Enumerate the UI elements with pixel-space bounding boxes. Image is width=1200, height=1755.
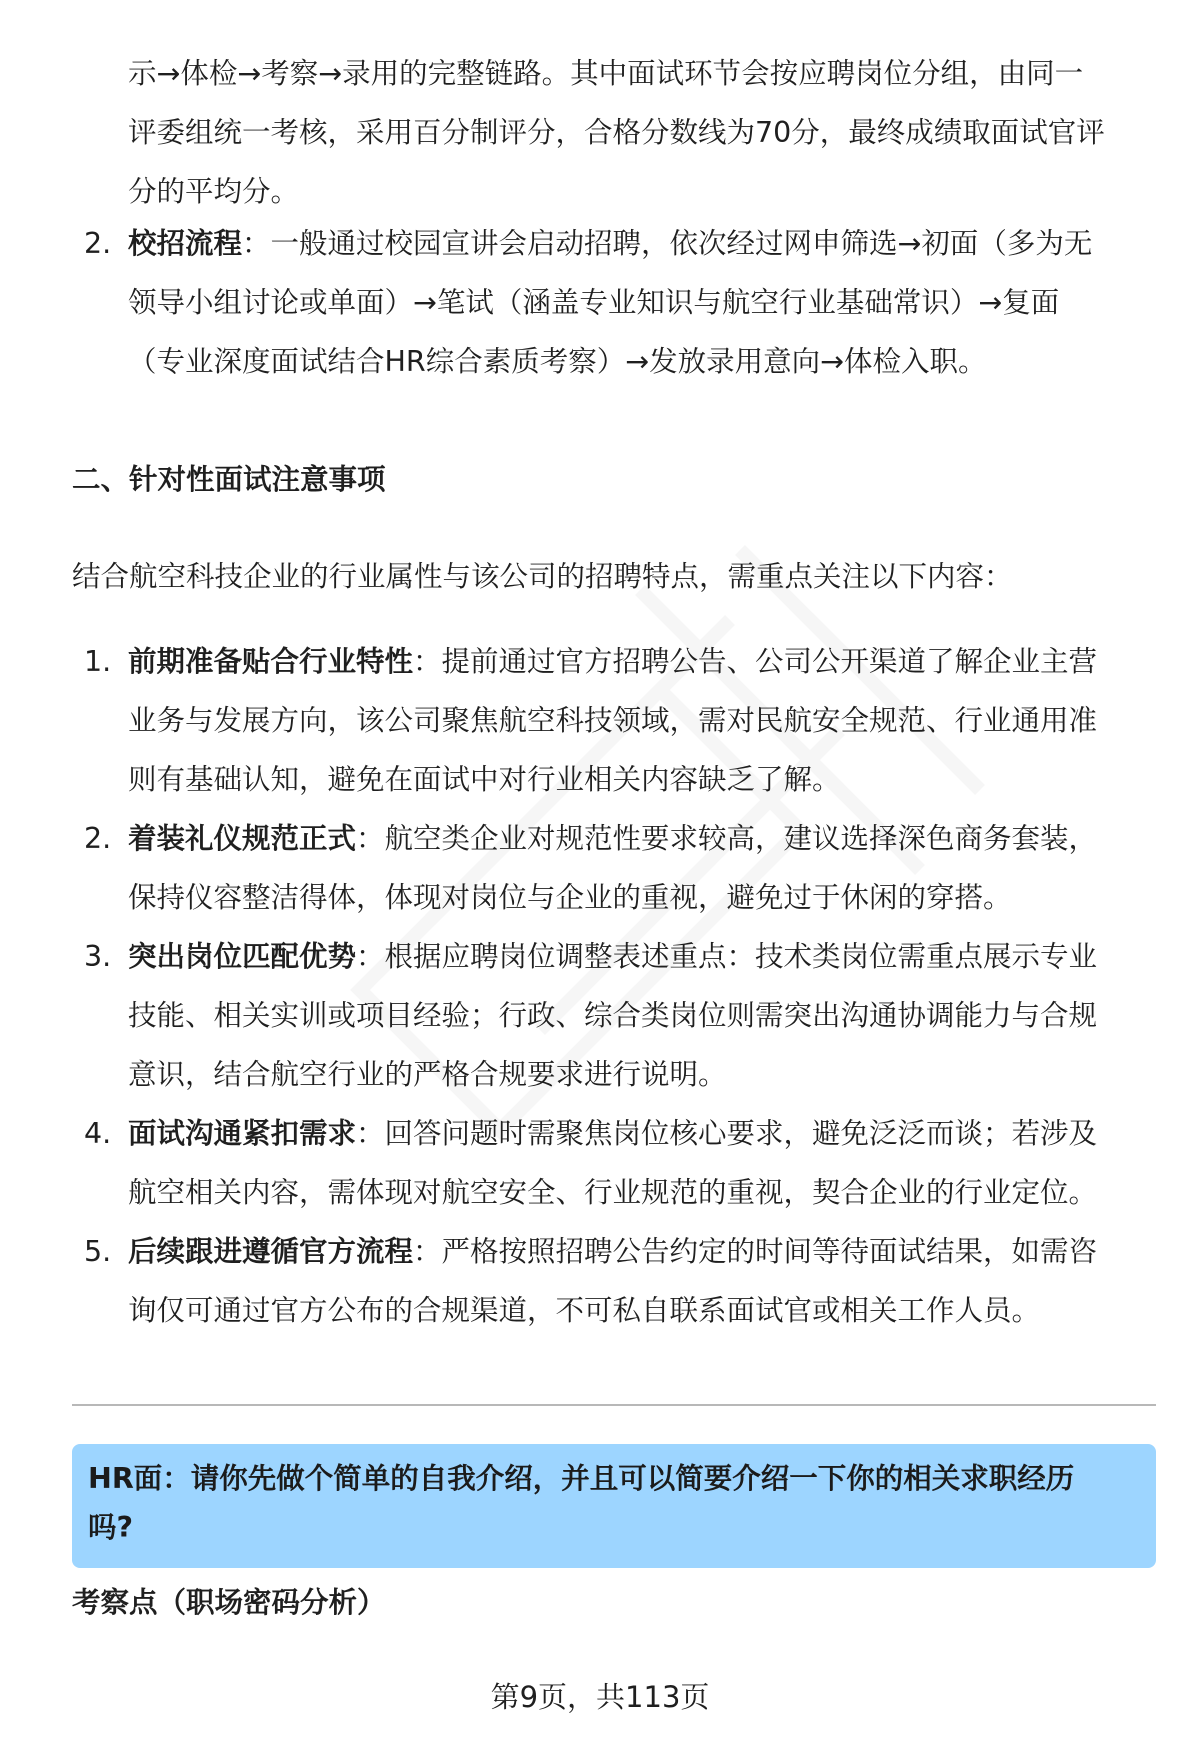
text-line: 严格按照招聘公告约定的时间等待面试结果，如需咨	[441, 1235, 1098, 1268]
list-term: 突出岗位匹配优势	[128, 940, 357, 973]
text-line: 领导小组讨论或单面）→笔试（涵盖专业知识与航空行业基础常识）→复面	[128, 286, 1060, 319]
list-number: 4.	[84, 1117, 112, 1150]
list-separator: ：	[356, 1117, 385, 1150]
list-separator: ：	[413, 645, 442, 678]
text-line: 评委组统一考核，采用百分制评分，合格分数线为70分，最终成绩取面试官评	[128, 116, 1105, 149]
list-separator: ：	[356, 940, 385, 973]
list-separator: ：	[356, 822, 385, 855]
text-line: 根据应聘岗位调整表述重点：技术类岗位需重点展示专业	[384, 940, 1098, 973]
text-line: 则有基础认知，避免在面试中对行业相关内容缺乏了解。	[128, 763, 841, 796]
text-line: （专业深度面试结合HR综合素质考察）→发放录用意向→体检入职。	[128, 345, 987, 378]
list-number: 3.	[84, 940, 112, 973]
text-line: 回答问题时需聚焦岗位核心要求，避免泛泛而谈；若涉及	[384, 1117, 1098, 1150]
list-item-tip-4	[84, 1104, 1148, 1222]
intro-text: 结合航空科技企业的行业属性与该公司的招聘特点，需重点关注以下内容：	[72, 560, 1013, 593]
text-line: HR面：请你先做个简单的自我介绍，并且可以简要介绍一下你的相关求职经历	[88, 1462, 1075, 1495]
list-separator: ：	[242, 227, 271, 260]
list-number: 2.	[84, 227, 112, 260]
horizontal-divider	[72, 1404, 1156, 1406]
list-term: 着装礼仪规范正式	[128, 822, 357, 855]
page-footer: 第9页，共113页	[490, 1680, 710, 1714]
list-item-tip-3	[84, 927, 1148, 1104]
list-item-tip-2	[84, 809, 1148, 927]
list-item-tip-1	[84, 632, 1148, 809]
list-number: 5.	[84, 1235, 112, 1268]
text-line: 业务与发展方向，该公司聚焦航空科技领域，需对民航安全规范、行业通用准	[128, 704, 1098, 737]
list-item-campus-recruitment	[84, 214, 1148, 391]
text-line: 提前通过官方招聘公告、公司公开渠道了解企业主营	[441, 645, 1098, 678]
list-separator: ：	[413, 1235, 442, 1268]
text-line: 保持仪容整洁得体，体现对岗位与企业的重视，避免过于休闲的穿搭。	[128, 881, 1012, 914]
text-line: 示→体检→考察→录用的完整链路。其中面试环节会按应聘岗位分组，由同一	[128, 57, 1084, 90]
text-line: 吗?	[88, 1511, 134, 1544]
text-line: 询仅可通过官方公布的合规渠道，不可私自联系面试官或相关工作人员。	[128, 1294, 1041, 1327]
hr-question-callout	[72, 1444, 1156, 1568]
text-line: 航空类企业对规范性要求较高，建议选择深色商务套装，	[384, 822, 1098, 855]
text-line: 技能、相关实训或项目经验；行政、综合类岗位则需突出沟通协调能力与合规	[128, 999, 1098, 1032]
list-term: 校招流程	[128, 227, 243, 260]
list-item-tip-5	[84, 1222, 1148, 1340]
section-heading: 二、针对性面试注意事项	[72, 463, 386, 496]
text-line: 航空相关内容，需体现对航空安全、行业规范的重视，契合企业的行业定位。	[128, 1176, 1098, 1209]
list-number: 2.	[84, 822, 112, 855]
list-term: 面试沟通紧扣需求	[128, 1117, 357, 1150]
sub-heading: 考察点（职场密码分析）	[72, 1586, 386, 1619]
text-line: 分的平均分。	[128, 175, 300, 208]
list-term: 前期准备贴合行业特性	[128, 645, 414, 678]
text-line: 一般通过校园宣讲会启动招聘，依次经过网申筛选→初面（多为无	[270, 227, 1093, 260]
list-term: 后续跟进遵循官方流程	[128, 1235, 414, 1268]
list-number: 1.	[84, 645, 112, 678]
text-line: 意识，结合航空行业的严格合规要求进行说明。	[128, 1058, 727, 1091]
hr-question-text	[88, 1454, 1128, 1552]
